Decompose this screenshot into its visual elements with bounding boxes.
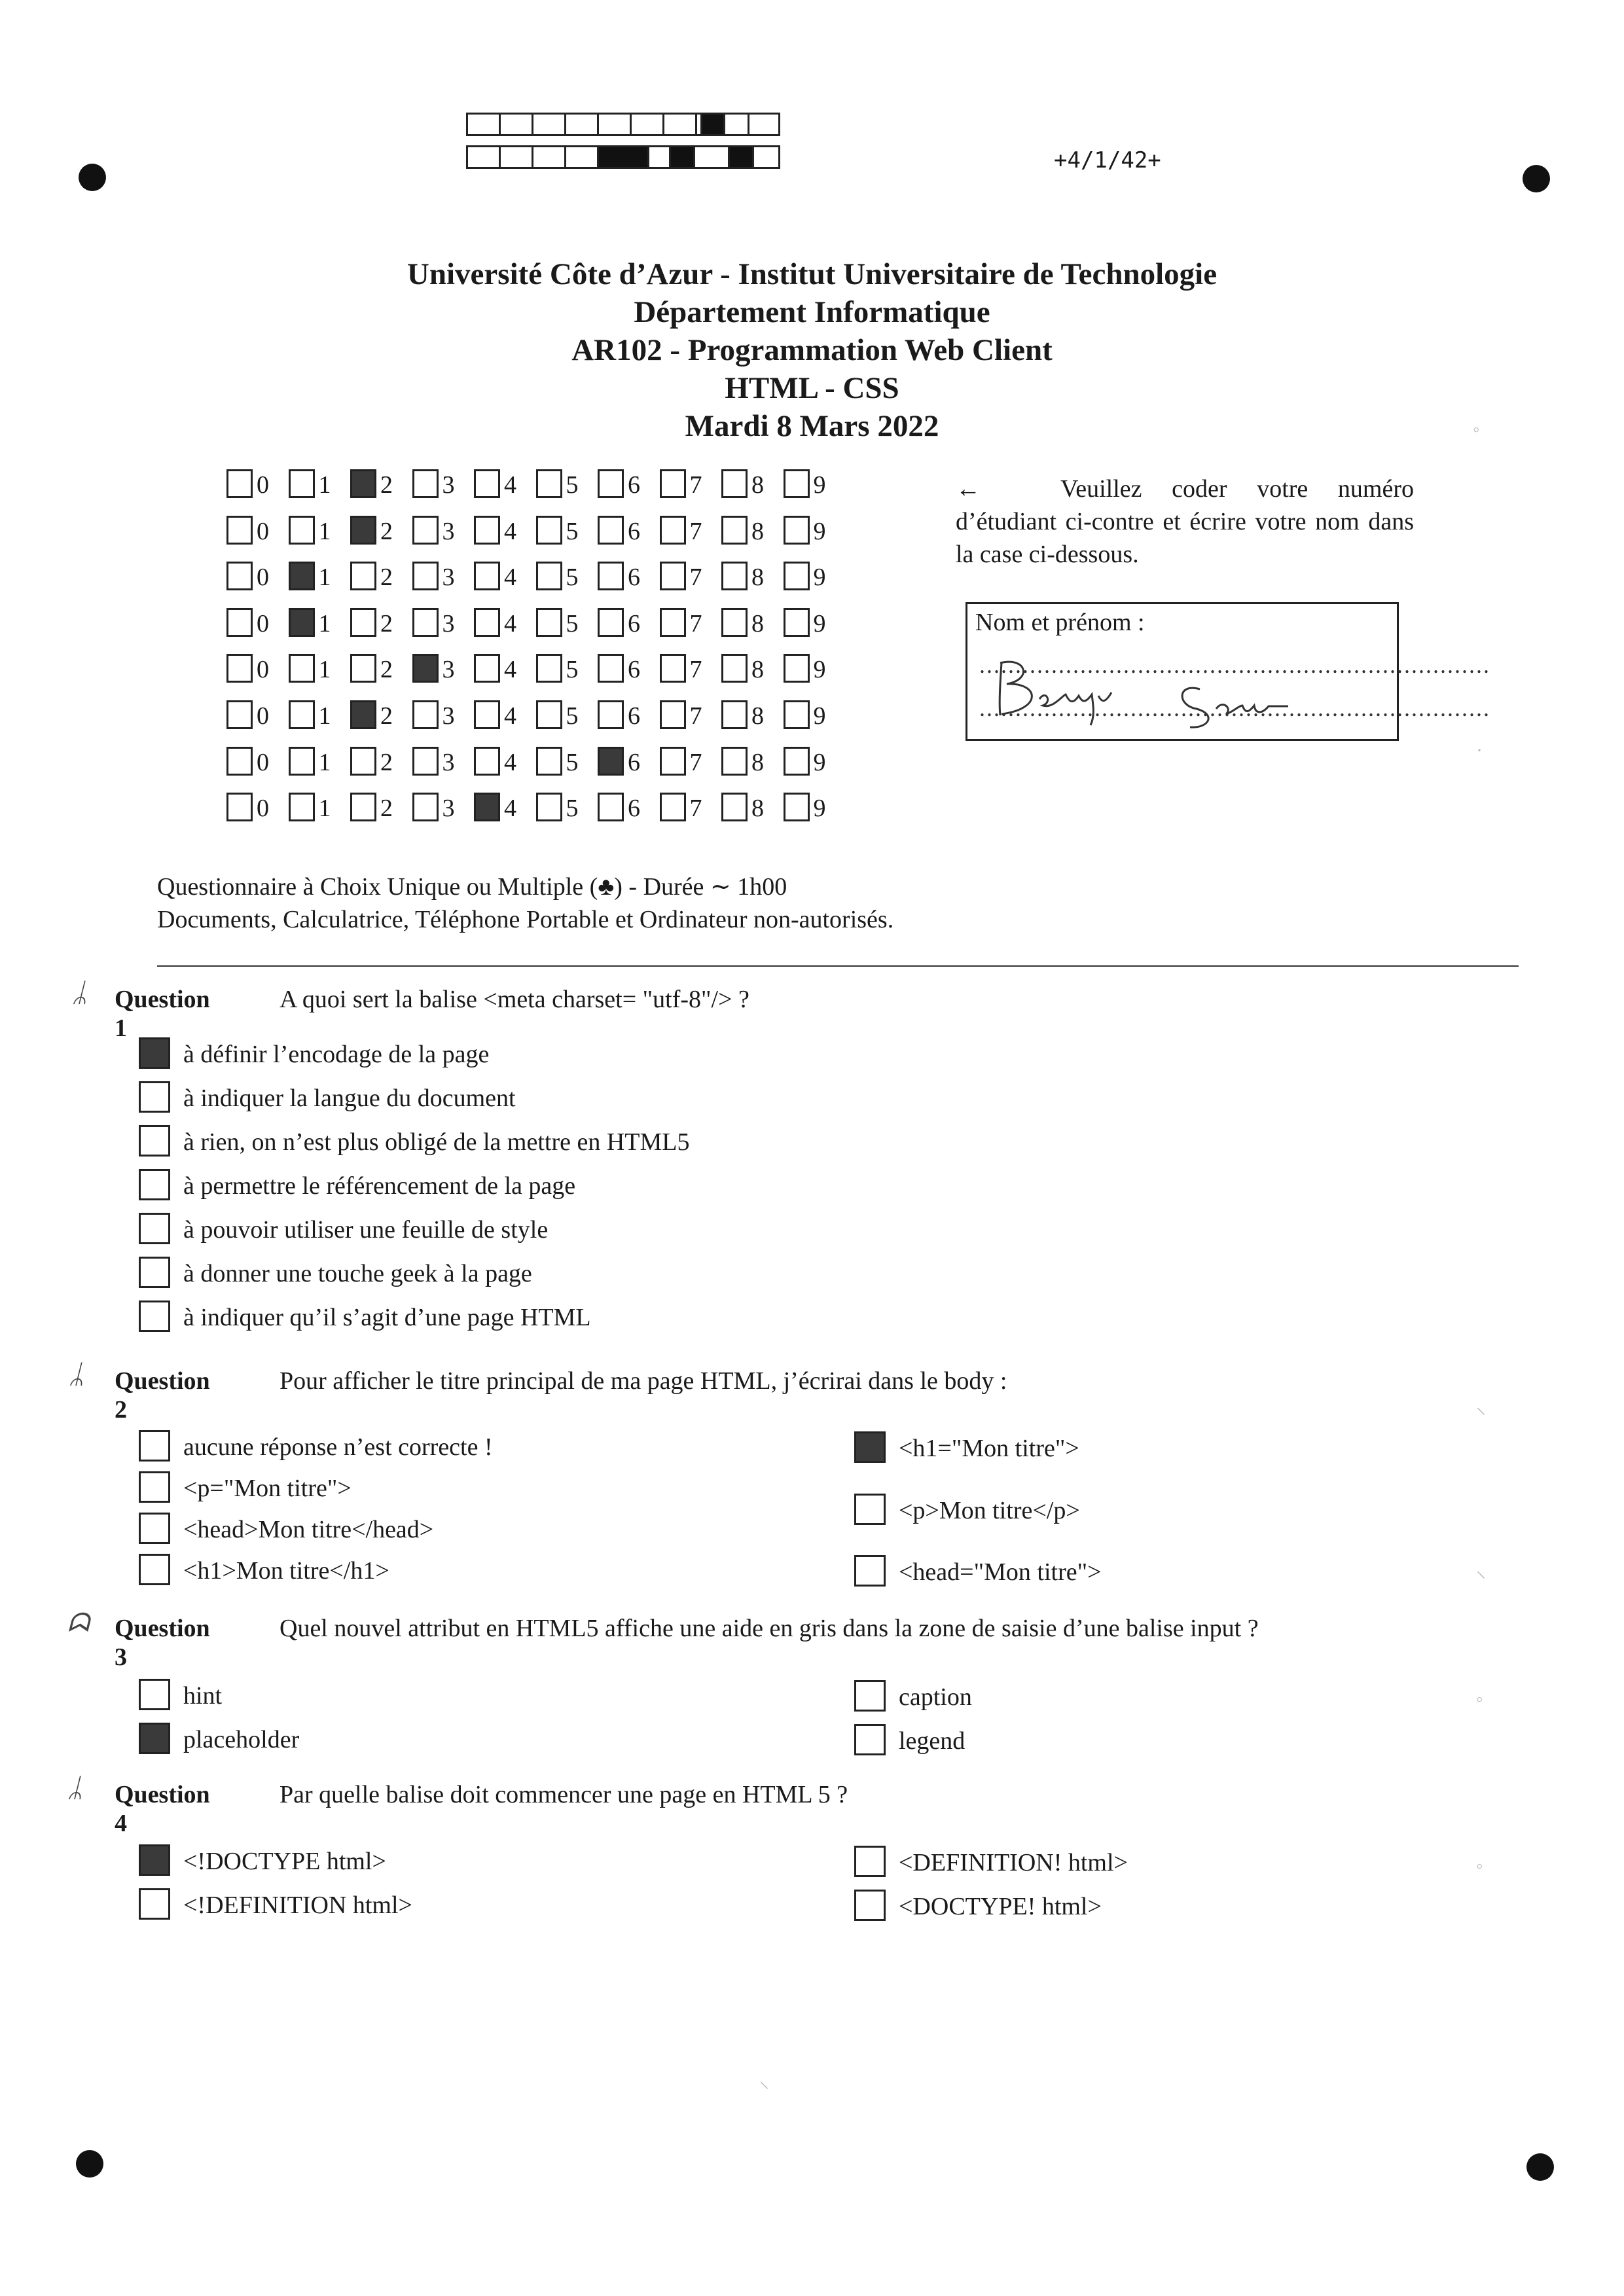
checkbox[interactable] bbox=[474, 747, 500, 776]
option-label: <h1="Mon titre"> bbox=[899, 1435, 1079, 1462]
checkbox[interactable] bbox=[412, 654, 439, 683]
option-label: aucune réponse n’est correcte ! bbox=[183, 1433, 493, 1461]
grader-tick-mark: ᛦ bbox=[67, 1773, 83, 1803]
subject-line: HTML - CSS bbox=[725, 371, 899, 405]
grader-tick-mark: ᛦ bbox=[72, 978, 88, 1007]
registration-dot-bottom-right bbox=[1526, 2153, 1554, 2181]
checkbox[interactable] bbox=[854, 1846, 886, 1877]
option-label: à rien, on n’est plus obligé de la mettre en HTML5 bbox=[183, 1128, 690, 1156]
checkbox[interactable] bbox=[289, 562, 315, 590]
option-label: <head>Mon titre</head> bbox=[183, 1516, 434, 1543]
checkbox[interactable] bbox=[598, 469, 624, 498]
checkbox[interactable] bbox=[139, 1300, 170, 1332]
checkbox[interactable] bbox=[474, 608, 500, 637]
checkbox[interactable] bbox=[598, 516, 624, 545]
checkbox[interactable] bbox=[226, 747, 253, 776]
checkbox[interactable] bbox=[139, 1554, 170, 1585]
checkbox[interactable] bbox=[660, 793, 686, 821]
checkbox[interactable] bbox=[854, 1555, 886, 1587]
checkbox[interactable] bbox=[139, 1125, 170, 1157]
left-arrow-icon: ← bbox=[956, 475, 981, 503]
registration-dot-top-left bbox=[79, 164, 106, 191]
scan-speck: ◦ bbox=[1473, 419, 1480, 440]
option-label: <DOCTYPE! html> bbox=[899, 1893, 1102, 1920]
checkbox[interactable] bbox=[474, 469, 500, 498]
digit-label: 9 bbox=[813, 702, 826, 730]
digit-label: 5 bbox=[566, 517, 579, 545]
checkbox[interactable] bbox=[854, 1724, 886, 1755]
checkbox[interactable] bbox=[598, 654, 624, 683]
checkbox[interactable] bbox=[536, 654, 562, 683]
checkbox[interactable] bbox=[784, 700, 810, 729]
checkbox[interactable] bbox=[139, 1430, 170, 1462]
name-box[interactable] bbox=[965, 602, 1490, 741]
checkbox[interactable] bbox=[536, 700, 562, 729]
checkbox[interactable] bbox=[350, 608, 376, 637]
option-label: caption bbox=[899, 1683, 972, 1711]
digit-label: 9 bbox=[813, 795, 826, 823]
option-label: <h1>Mon titre</h1> bbox=[183, 1557, 389, 1585]
digit-label: 8 bbox=[751, 609, 764, 637]
digit-label: 6 bbox=[628, 609, 640, 637]
digit-label: 2 bbox=[380, 471, 393, 499]
dotted-line-1: ....................................................................... bbox=[979, 652, 1490, 678]
digit-label: 7 bbox=[689, 564, 702, 592]
checkbox[interactable] bbox=[289, 516, 315, 545]
instructions-text: Veuillez coder votre numéro d’étudiant ci-contre et écrire votre nom dans la case ci-dessous. bbox=[956, 475, 1414, 568]
checkbox[interactable] bbox=[598, 562, 624, 590]
scan-speck: ⸌ bbox=[1476, 1405, 1486, 1426]
checkbox[interactable] bbox=[536, 469, 562, 498]
checkbox[interactable] bbox=[784, 654, 810, 683]
digit-label: 2 bbox=[380, 748, 393, 776]
digit-label: 7 bbox=[689, 471, 702, 499]
checkbox[interactable] bbox=[350, 654, 376, 683]
checkbox[interactable] bbox=[289, 469, 315, 498]
digit-label: 6 bbox=[628, 702, 640, 730]
digit-label: 1 bbox=[318, 517, 331, 545]
digit-label: 8 bbox=[751, 656, 764, 684]
digit-label: 2 bbox=[380, 517, 393, 545]
option-label: <!DOCTYPE html> bbox=[183, 1848, 386, 1875]
digit-label: 5 bbox=[566, 609, 579, 637]
checkbox[interactable] bbox=[412, 562, 439, 590]
option-label: à pouvoir utiliser une feuille de style bbox=[183, 1216, 549, 1244]
info-line-1: Questionnaire à Choix Unique ou Multiple (♣) - Durée ∼ 1h00 bbox=[157, 873, 787, 901]
digit-label: 9 bbox=[813, 656, 826, 684]
digit-label: 0 bbox=[257, 609, 269, 637]
digit-label: 1 bbox=[318, 748, 331, 776]
checkbox[interactable] bbox=[226, 516, 253, 545]
exam-header bbox=[0, 255, 1624, 445]
registration-dot-top-right bbox=[1523, 165, 1550, 192]
handwritten-name-signature bbox=[981, 643, 1373, 728]
checkbox[interactable] bbox=[139, 1679, 170, 1710]
checkbox[interactable] bbox=[289, 654, 315, 683]
digit-label: 3 bbox=[442, 564, 455, 592]
digit-label: 3 bbox=[442, 471, 455, 499]
checkbox[interactable] bbox=[721, 562, 748, 590]
checkbox[interactable] bbox=[412, 608, 439, 637]
digit-label: 0 bbox=[257, 564, 269, 592]
question-text: Pour afficher le titre principal de ma page HTML, j’écrirai dans le body : bbox=[280, 1367, 1007, 1395]
checkbox[interactable] bbox=[784, 793, 810, 821]
digit-label: 4 bbox=[504, 795, 516, 823]
digit-label: 2 bbox=[380, 702, 393, 730]
digit-label: 6 bbox=[628, 471, 640, 499]
digit-label: 9 bbox=[813, 748, 826, 776]
digit-label: 7 bbox=[689, 748, 702, 776]
digit-label: 8 bbox=[751, 517, 764, 545]
checkbox[interactable] bbox=[598, 793, 624, 821]
digit-label: 3 bbox=[442, 517, 455, 545]
digit-label: 8 bbox=[751, 471, 764, 499]
checkbox[interactable] bbox=[854, 1680, 886, 1712]
digit-label: 9 bbox=[813, 517, 826, 545]
option-label: à indiquer qu’il s’agit d’une page HTML bbox=[183, 1304, 591, 1331]
digit-label: 7 bbox=[689, 702, 702, 730]
checkbox[interactable] bbox=[784, 469, 810, 498]
question-text: Par quelle balise doit commencer une page en HTML 5 ? bbox=[280, 1781, 848, 1808]
checkbox[interactable] bbox=[660, 654, 686, 683]
checkbox[interactable] bbox=[660, 700, 686, 729]
question-text: A quoi sert la balise <meta charset= "utf-8"/> ? bbox=[280, 986, 749, 1013]
checkbox[interactable] bbox=[350, 562, 376, 590]
digit-label: 5 bbox=[566, 471, 579, 499]
digit-label: 4 bbox=[504, 609, 516, 637]
checkbox[interactable] bbox=[139, 1257, 170, 1288]
option-label: à indiquer la langue du document bbox=[183, 1085, 516, 1112]
checkbox[interactable] bbox=[350, 747, 376, 776]
digit-label: 5 bbox=[566, 748, 579, 776]
digit-label: 4 bbox=[504, 471, 516, 499]
digit-label: 7 bbox=[689, 609, 702, 637]
checkbox[interactable] bbox=[289, 700, 315, 729]
checkbox[interactable] bbox=[139, 1513, 170, 1544]
checkbox[interactable] bbox=[784, 516, 810, 545]
checkbox[interactable] bbox=[474, 654, 500, 683]
checkbox[interactable] bbox=[139, 1888, 170, 1920]
checkbox[interactable] bbox=[226, 608, 253, 637]
question-label: Question 3 bbox=[115, 1615, 210, 1671]
digit-label: 0 bbox=[257, 471, 269, 499]
checkbox[interactable] bbox=[412, 700, 439, 729]
dotted-line-2: ....................................................................... bbox=[979, 695, 1490, 721]
checkbox[interactable] bbox=[660, 469, 686, 498]
question-label: Question 1 bbox=[115, 986, 210, 1042]
digit-label: 7 bbox=[689, 656, 702, 684]
digit-label: 6 bbox=[628, 517, 640, 545]
scan-speck: ⸌ bbox=[1476, 1568, 1486, 1590]
checkbox[interactable] bbox=[226, 469, 253, 498]
checkbox[interactable] bbox=[474, 562, 500, 590]
digit-label: 1 bbox=[318, 702, 331, 730]
checkbox[interactable] bbox=[226, 654, 253, 683]
digit-label: 5 bbox=[566, 795, 579, 823]
digit-label: 2 bbox=[380, 564, 393, 592]
checkbox[interactable] bbox=[350, 700, 376, 729]
university-line: Université Côte d’Azur - Institut Universitaire de Technologie bbox=[406, 257, 1218, 291]
checkbox[interactable] bbox=[474, 700, 500, 729]
digit-label: 9 bbox=[813, 471, 826, 499]
checkbox[interactable] bbox=[226, 562, 253, 590]
checkbox[interactable] bbox=[139, 1723, 170, 1754]
checkbox[interactable] bbox=[660, 516, 686, 545]
question-label: Question 4 bbox=[115, 1781, 210, 1837]
digit-label: 4 bbox=[504, 517, 516, 545]
digit-label: 4 bbox=[504, 748, 516, 776]
digit-label: 6 bbox=[628, 748, 640, 776]
checkbox[interactable] bbox=[289, 747, 315, 776]
name-label: Nom et prénom : bbox=[975, 609, 1145, 636]
option-label: à donner une touche geek à la page bbox=[183, 1260, 532, 1287]
checkbox[interactable] bbox=[536, 516, 562, 545]
checkbox[interactable] bbox=[139, 1169, 170, 1200]
digit-label: 9 bbox=[813, 609, 826, 637]
date-line: Mardi 8 Mars 2022 bbox=[685, 409, 939, 443]
option-label: à définir l’encodage de la page bbox=[183, 1041, 490, 1068]
checkbox[interactable] bbox=[139, 1081, 170, 1113]
checkbox[interactable] bbox=[350, 469, 376, 498]
digit-label: 0 bbox=[257, 748, 269, 776]
checkbox[interactable] bbox=[139, 1037, 170, 1069]
digit-label: 4 bbox=[504, 564, 516, 592]
digit-label: 4 bbox=[504, 656, 516, 684]
checkbox[interactable] bbox=[660, 608, 686, 637]
digit-label: 8 bbox=[751, 795, 764, 823]
checkbox[interactable] bbox=[721, 793, 748, 821]
checkbox[interactable] bbox=[536, 793, 562, 821]
grader-tick-mark: ᗣ bbox=[67, 1608, 90, 1638]
digit-label: 4 bbox=[504, 702, 516, 730]
divider bbox=[157, 965, 1519, 967]
option-label: <p>Mon titre</p> bbox=[899, 1497, 1080, 1524]
checkbox[interactable] bbox=[721, 700, 748, 729]
digit-label: 8 bbox=[751, 702, 764, 730]
digit-label: 9 bbox=[813, 564, 826, 592]
digit-label: 0 bbox=[257, 656, 269, 684]
option-label: <head="Mon titre"> bbox=[899, 1558, 1102, 1586]
digit-label: 3 bbox=[442, 609, 455, 637]
digit-label: 3 bbox=[442, 748, 455, 776]
checkbox[interactable] bbox=[721, 469, 748, 498]
digit-label: 8 bbox=[751, 748, 764, 776]
checkbox[interactable] bbox=[660, 747, 686, 776]
digit-label: 2 bbox=[380, 609, 393, 637]
checkbox[interactable] bbox=[350, 516, 376, 545]
checkbox[interactable] bbox=[474, 793, 500, 821]
exam-info bbox=[157, 870, 893, 936]
checkbox[interactable] bbox=[784, 747, 810, 776]
page-id: +4/1/42+ bbox=[1054, 147, 1161, 173]
digit-label: 1 bbox=[318, 656, 331, 684]
checkbox[interactable] bbox=[598, 608, 624, 637]
checkbox[interactable] bbox=[412, 516, 439, 545]
checkbox[interactable] bbox=[226, 793, 253, 821]
option-label: legend bbox=[899, 1727, 965, 1755]
digit-label: 7 bbox=[689, 795, 702, 823]
digit-label: 8 bbox=[751, 564, 764, 592]
checkbox[interactable] bbox=[721, 608, 748, 637]
scan-speck: ◦ bbox=[1476, 1856, 1483, 1877]
option-label: placeholder bbox=[183, 1726, 300, 1753]
scan-speck: ⸌ bbox=[759, 2079, 769, 2100]
question-text: Quel nouvel attribut en HTML5 affiche une aide en gris dans la zone de saisie d’une balise input ? bbox=[280, 1615, 1259, 1642]
checkbox[interactable] bbox=[536, 608, 562, 637]
checkbox[interactable] bbox=[598, 700, 624, 729]
registration-dot-bottom-left bbox=[76, 2150, 103, 2178]
digit-label: 2 bbox=[380, 795, 393, 823]
digit-label: 1 bbox=[318, 795, 331, 823]
option-label: <DEFINITION! html> bbox=[899, 1849, 1128, 1876]
digit-label: 0 bbox=[257, 517, 269, 545]
checkbox[interactable] bbox=[536, 562, 562, 590]
option-label: à permettre le référencement de la page bbox=[183, 1172, 576, 1200]
department-line: Département Informatique bbox=[634, 295, 990, 329]
scan-speck: · bbox=[1476, 740, 1483, 761]
checkbox[interactable] bbox=[226, 700, 253, 729]
digit-label: 5 bbox=[566, 656, 579, 684]
info-line-2: Documents, Calculatrice, Téléphone Portable et Ordinateur non-autorisés. bbox=[157, 906, 894, 933]
digit-label: 1 bbox=[318, 471, 331, 499]
checkbox[interactable] bbox=[660, 562, 686, 590]
digit-label: 7 bbox=[689, 517, 702, 545]
checkbox[interactable] bbox=[721, 654, 748, 683]
digit-label: 6 bbox=[628, 564, 640, 592]
checkbox[interactable] bbox=[784, 608, 810, 637]
checkbox[interactable] bbox=[139, 1471, 170, 1503]
option-label: <p="Mon titre"> bbox=[183, 1475, 352, 1502]
checkbox[interactable] bbox=[412, 793, 439, 821]
checkbox[interactable] bbox=[474, 516, 500, 545]
checkbox[interactable] bbox=[289, 608, 315, 637]
checkbox[interactable] bbox=[784, 562, 810, 590]
question-label: Question 2 bbox=[115, 1367, 210, 1424]
checkbox[interactable] bbox=[721, 747, 748, 776]
checkbox[interactable] bbox=[854, 1431, 886, 1463]
scan-speck: ◦ bbox=[1476, 1689, 1483, 1710]
digit-label: 0 bbox=[257, 795, 269, 823]
checkbox[interactable] bbox=[854, 1494, 886, 1525]
digit-label: 2 bbox=[380, 656, 393, 684]
checkbox[interactable] bbox=[536, 747, 562, 776]
checkbox[interactable] bbox=[598, 747, 624, 776]
digit-label: 6 bbox=[628, 795, 640, 823]
grader-tick-mark: ᛦ bbox=[69, 1359, 84, 1389]
checkbox[interactable] bbox=[139, 1213, 170, 1244]
checkbox[interactable] bbox=[854, 1890, 886, 1921]
checkbox[interactable] bbox=[350, 793, 376, 821]
course-line: AR102 - Programmation Web Client bbox=[571, 333, 1053, 367]
checkbox[interactable] bbox=[412, 469, 439, 498]
digit-label: 3 bbox=[442, 795, 455, 823]
checkbox[interactable] bbox=[721, 516, 748, 545]
checkbox[interactable] bbox=[139, 1844, 170, 1876]
digit-label: 5 bbox=[566, 702, 579, 730]
digit-label: 3 bbox=[442, 656, 455, 684]
digit-label: 6 bbox=[628, 656, 640, 684]
option-label: <!DEFINITION html> bbox=[183, 1892, 412, 1919]
digit-label: 1 bbox=[318, 564, 331, 592]
digit-label: 5 bbox=[566, 564, 579, 592]
digit-label: 0 bbox=[257, 702, 269, 730]
option-label: hint bbox=[183, 1682, 223, 1710]
checkbox[interactable] bbox=[289, 793, 315, 821]
digit-label: 3 bbox=[442, 702, 455, 730]
id-instructions bbox=[956, 473, 1414, 571]
digit-label: 1 bbox=[318, 609, 331, 637]
checkbox[interactable] bbox=[412, 747, 439, 776]
